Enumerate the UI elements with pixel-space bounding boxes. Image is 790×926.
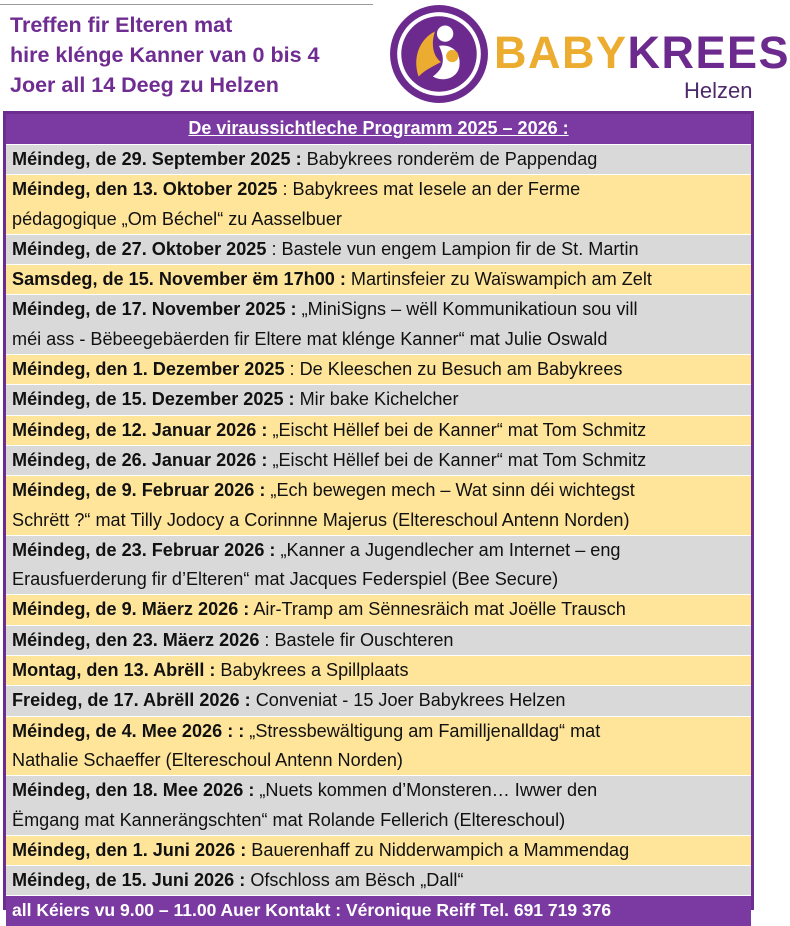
program-entry [6,625,751,655]
program-table [3,111,754,921]
program-entry [6,415,751,445]
program-entry [6,294,751,354]
entry-date: Méindeg, de 23. Februar 2026 : [12,539,276,560]
entry-date: Méindeg, den 1. Juni 2026 : [12,839,247,860]
entry-date: Méindeg, de 9. Februar 2026 : [12,480,266,501]
entry-text: Bauerenhaff zu Nidderwampich a Mammendag [246,839,630,860]
program-entry [6,384,751,414]
entry-date: Samsdeg, de 15. November ëm 17h00 : [12,269,346,290]
entry-text: „Eischt Hëllef bei de Kanner“ mat Tom Schmitz [267,419,647,440]
program-entry [6,594,751,624]
entry-text-continued: méi ass - Bëbeegebäerden fir Eltere mat klénge Kanner“ mat Julie Oswald [12,328,608,349]
program-entry [6,354,751,384]
entry-date: Méindeg, de 4. Mee 2026 : : [12,720,245,741]
entry-date: Méindeg, de 29. September 2025 : [12,149,302,169]
entry-text: Babykrees ronderëm de Pappendag [301,149,598,169]
entry-date: Méindeg, de 26. Januar 2026 : [12,449,268,470]
intro-line-1: Treffen fir Elteren mat [10,13,233,37]
intro-line-3: Joer all 14 Deeg zu Helzen [10,73,279,97]
entry-text: Ofschloss am Bësch „Dall“ [245,870,464,891]
program-entry [6,535,751,595]
entry-date: Méindeg, de 17. November 2025 : [12,299,297,320]
brand-name [494,28,790,78]
babykrees-logo-icon [388,3,490,105]
entry-text-continued: Ëmgang mat Kannerängschten“ mat Rolande Fellerich (Eltereschoul) [12,809,566,830]
entry-text-continued: Nathalie Schaeffer (Eltereschoul Antenn Norden) [12,749,403,770]
entry-date: Méindeg, den 18. Mee 2026 : [12,780,255,801]
entry-text: „Stressbewältigung am Familljenalldag“ mat [244,720,601,741]
entry-text: Martinsfeier zu Waïswampich am Zelt [345,269,652,290]
entry-date: Méindeg, de 15. Juni 2026 : [12,870,246,891]
brand-baby: BABY [494,27,628,78]
entry-text: : Bastele fir Ouschteren [259,629,454,650]
entry-text: „MiniSigns – wëll Kommunikatioun sou vill [296,299,638,320]
entry-date: Montag, den 13. Abrëll : [12,660,216,681]
brand-location: Helzen [684,78,753,103]
entry-text: : De Kleeschen zu Besuch am Babykrees [284,359,623,380]
program-entry [6,865,751,895]
header-rule [0,4,373,5]
entry-date: Méindeg, de 12. Januar 2026 : [12,419,268,440]
program-entry [6,835,751,865]
program-entry [6,264,751,294]
entry-text: „Ech bewegen mech – Wat sinn déi wichtegst [265,480,635,501]
entry-text: „Eischt Hëllef bei de Kanner“ mat Tom Schmitz [267,449,647,470]
entry-text: Babykrees a Spillplaats [215,660,409,681]
intro-line-2: hire klénge Kanner van 0 bis 4 [10,43,320,67]
entry-date: Freideg, de 17. Abrëll 2026 : [12,690,251,711]
brand-krees: KREES [627,27,790,78]
program-entry [6,685,751,715]
program-title: De viraussichtleche Programm 2025 – 2026 : [6,114,751,144]
program-footer: all Kéiers vu 9.00 – 11.00 Auer Kontakt : Véronique Reiff Tel. 691 719 376 [6,895,751,926]
entry-text: „Nuets kommen d’Monsteren… Iwwer den [254,780,598,801]
entry-date: Méindeg, de 9. Mäerz 2026 : [12,599,250,620]
entry-date: Méindeg, den 1. Dezember 2025 [12,359,285,380]
entry-text: : Bastele vun engem Lampion fir de St. Martin [266,238,639,259]
program-entry [6,475,751,535]
intro-text [10,10,370,100]
page-header [0,0,790,108]
entry-text: Conveniat - 15 Joer Babykrees Helzen [250,690,566,711]
program-entry [6,174,751,234]
entry-text-continued: pédagogique „Om Béchel“ zu Aasselbuer [12,208,342,229]
program-entry [6,775,751,835]
program-entry [6,144,751,174]
entry-date: Méindeg, den 23. Mäerz 2026 [12,629,260,650]
entry-date: Méindeg, de 15. Dezember 2025 : [12,389,295,410]
entry-text-continued: Schrëtt ?“ mat Tilly Jodocy a Corinnne Majerus (Eltereschoul Antenn Norden) [12,509,630,530]
entry-text-continued: Erausfuerderung fir d’Elteren“ mat Jacques Federspiel (Bee Secure) [12,569,559,590]
entry-date: Méindeg, den 13. Oktober 2025 [12,179,278,200]
entry-text: Air-Tramp am Sënnesräich mat Joëlle Trausch [249,599,626,620]
entry-text: : Babykrees mat Iesele an der Ferme [277,179,581,200]
program-entry [6,655,751,685]
entry-text: Mir bake Kichelcher [294,389,459,410]
program-entry [6,445,751,475]
program-entry [6,234,751,264]
entry-text: „Kanner a Jugendlecher am Internet – eng [275,539,621,560]
program-entry [6,716,751,776]
program-entries [6,144,751,895]
entry-date: Méindeg, de 27. Oktober 2025 [12,238,267,259]
